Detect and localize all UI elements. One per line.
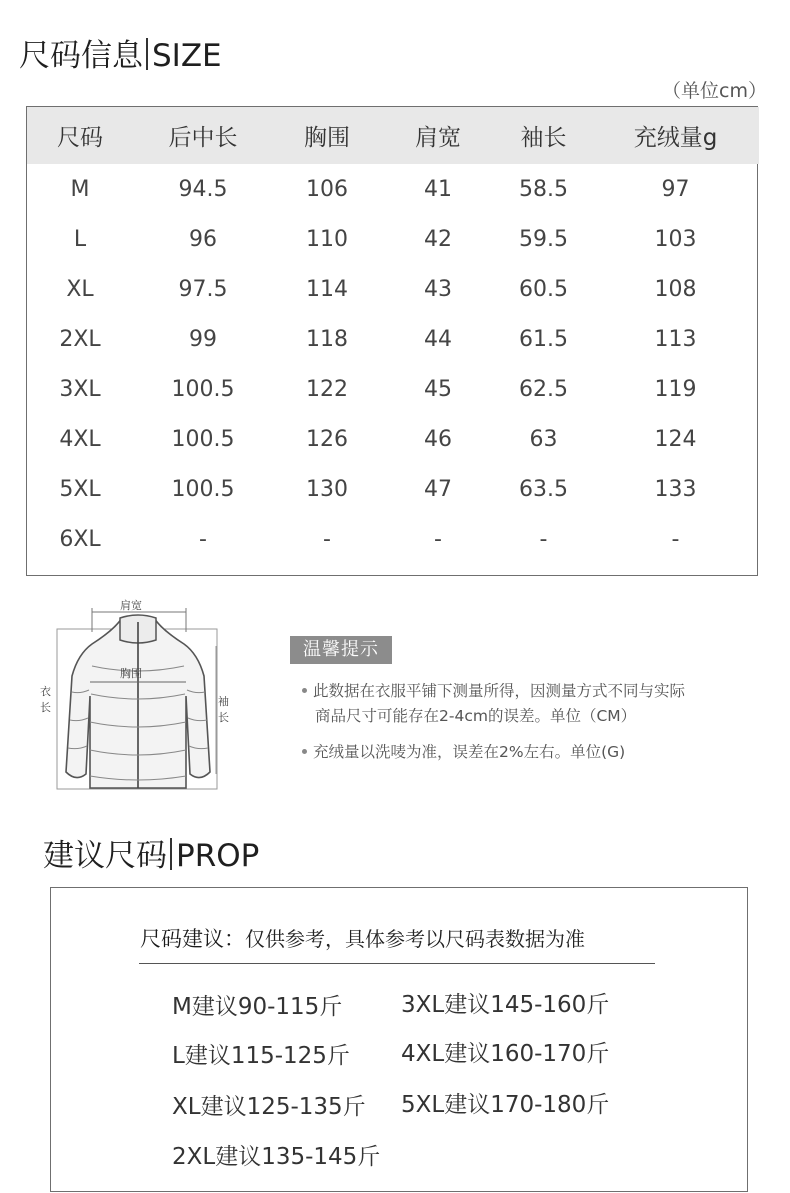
table-cell: 61.5 [519, 326, 568, 352]
table-cell: 63.5 [519, 476, 568, 502]
table-cell: 100.5 [171, 426, 235, 452]
unit-note: （单位cm） [662, 80, 767, 102]
sleeve-label-2: 长 [218, 711, 229, 724]
rec-right-2: 5XL建议170-180斤 [401, 1092, 610, 1118]
table-cell: 103 [654, 226, 697, 252]
table-cell: 99 [189, 326, 217, 352]
table-cell: 3XL [59, 376, 101, 402]
table-header-cell: 肩宽 [381, 107, 495, 164]
table-cell: 114 [306, 276, 348, 302]
table-cell: 133 [654, 476, 697, 502]
tip-text-1a: 此数据在衣服平铺下测量所得，因测量方式不同与实际 [313, 682, 686, 700]
table-cell: - [434, 526, 442, 552]
rec-left-1: L建议115-125斤 [172, 1043, 350, 1069]
table-cell: 62.5 [519, 376, 568, 402]
length-label-2: 长 [40, 701, 51, 714]
table-cell: 106 [306, 176, 348, 202]
table-cell: 60.5 [519, 276, 568, 302]
table-cell: 108 [654, 276, 697, 302]
tip-line-2 [302, 745, 625, 761]
table-cell: - [323, 526, 331, 552]
table-header-cell: 尺码 [27, 107, 133, 164]
jacket-illustration [34, 596, 244, 796]
title-divider [170, 838, 172, 870]
chest-label: 胸围 [120, 667, 142, 680]
prop-section-title [43, 838, 259, 872]
table-row [27, 464, 759, 514]
table-row [27, 414, 759, 464]
prop-heading-underline [139, 963, 655, 964]
size-title-en: SIZE [152, 38, 222, 74]
bullet-icon [302, 749, 307, 754]
table-header-row [27, 107, 759, 164]
table-cell: 45 [424, 376, 452, 402]
table-row [27, 364, 759, 414]
table-cell: 43 [424, 276, 452, 302]
table-cell: 41 [424, 176, 452, 202]
tips-badge: 温馨提示 [290, 636, 392, 664]
table-header-cell: 后中长 [133, 107, 273, 164]
table-cell: 59.5 [519, 226, 568, 252]
table-cell: 110 [306, 226, 348, 252]
table-row [27, 514, 759, 564]
table-cell: 130 [306, 476, 348, 502]
table-cell: - [671, 526, 680, 552]
table-cell: L [73, 226, 87, 252]
size-title-cn: 尺码信息 [19, 38, 143, 74]
table-cell: 113 [654, 326, 697, 352]
jacket-diagram [34, 596, 244, 796]
table-cell: 58.5 [519, 176, 568, 202]
table-cell: 46 [424, 426, 452, 452]
table-cell: 6XL [59, 526, 101, 552]
table-cell: 122 [306, 376, 348, 402]
table-cell: 44 [424, 326, 452, 352]
bullet-icon [302, 688, 307, 693]
table-row [27, 314, 759, 364]
prop-heading-rest: 仅供参考，具体参考以尺码表数据为准 [245, 927, 585, 951]
table-cell: 63 [529, 426, 558, 452]
tip-line-1 [302, 684, 685, 700]
rec-left-0: M建议90-115斤 [172, 994, 343, 1020]
table-cell: 96 [189, 226, 217, 252]
table-cell: 97.5 [178, 276, 228, 302]
table-header-cell: 袖长 [495, 107, 592, 164]
title-divider [146, 38, 148, 70]
table-cell: XL [66, 276, 94, 302]
table-header-cell: 充绒量g [592, 107, 759, 164]
table-cell: 94.5 [178, 176, 228, 202]
rec-right-0: 3XL建议145-160斤 [401, 992, 610, 1018]
rec-left-2: XL建议125-135斤 [172, 1094, 366, 1120]
table-header-cell: 胸围 [273, 107, 381, 164]
table-row [27, 264, 759, 314]
table-cell: 2XL [59, 326, 101, 352]
sleeve-label-1: 袖 [218, 695, 229, 708]
length-label-1: 衣 [40, 685, 51, 698]
table-body [27, 164, 759, 564]
size-table-grid [27, 107, 759, 564]
table-cell: 47 [424, 476, 452, 502]
table-cell: 97 [661, 176, 690, 202]
size-section-title [19, 38, 222, 72]
tip-line-1b: 商品尺寸可能存在2-4cm的误差。单位（CM） [315, 707, 637, 725]
table-cell: 5XL [59, 476, 101, 502]
size-table [26, 106, 758, 576]
table-cell: 100.5 [171, 476, 235, 502]
table-cell: 119 [654, 376, 697, 402]
prop-heading [140, 929, 585, 950]
prop-title-cn: 建议尺码 [43, 838, 167, 874]
table-cell: 124 [654, 426, 697, 452]
table-cell: 42 [424, 226, 452, 252]
prop-title-en: PROP [176, 838, 260, 874]
prop-heading-strong: 尺码建议： [140, 927, 245, 951]
rec-right-1: 4XL建议160-170斤 [401, 1041, 610, 1067]
table-cell: 118 [306, 326, 348, 352]
tip-text-2: 充绒量以洗唛为准，误差在2%左右。单位(G) [313, 743, 626, 761]
table-cell: - [199, 526, 207, 552]
table-cell: - [539, 526, 548, 552]
rec-left-3: 2XL建议135-145斤 [172, 1144, 381, 1170]
table-cell: 126 [306, 426, 348, 452]
shoulder-label: 肩宽 [120, 599, 142, 612]
table-row [27, 214, 759, 264]
table-row [27, 164, 759, 214]
table-cell: M [70, 176, 90, 202]
table-cell: 4XL [59, 426, 101, 452]
table-cell: 100.5 [171, 376, 235, 402]
